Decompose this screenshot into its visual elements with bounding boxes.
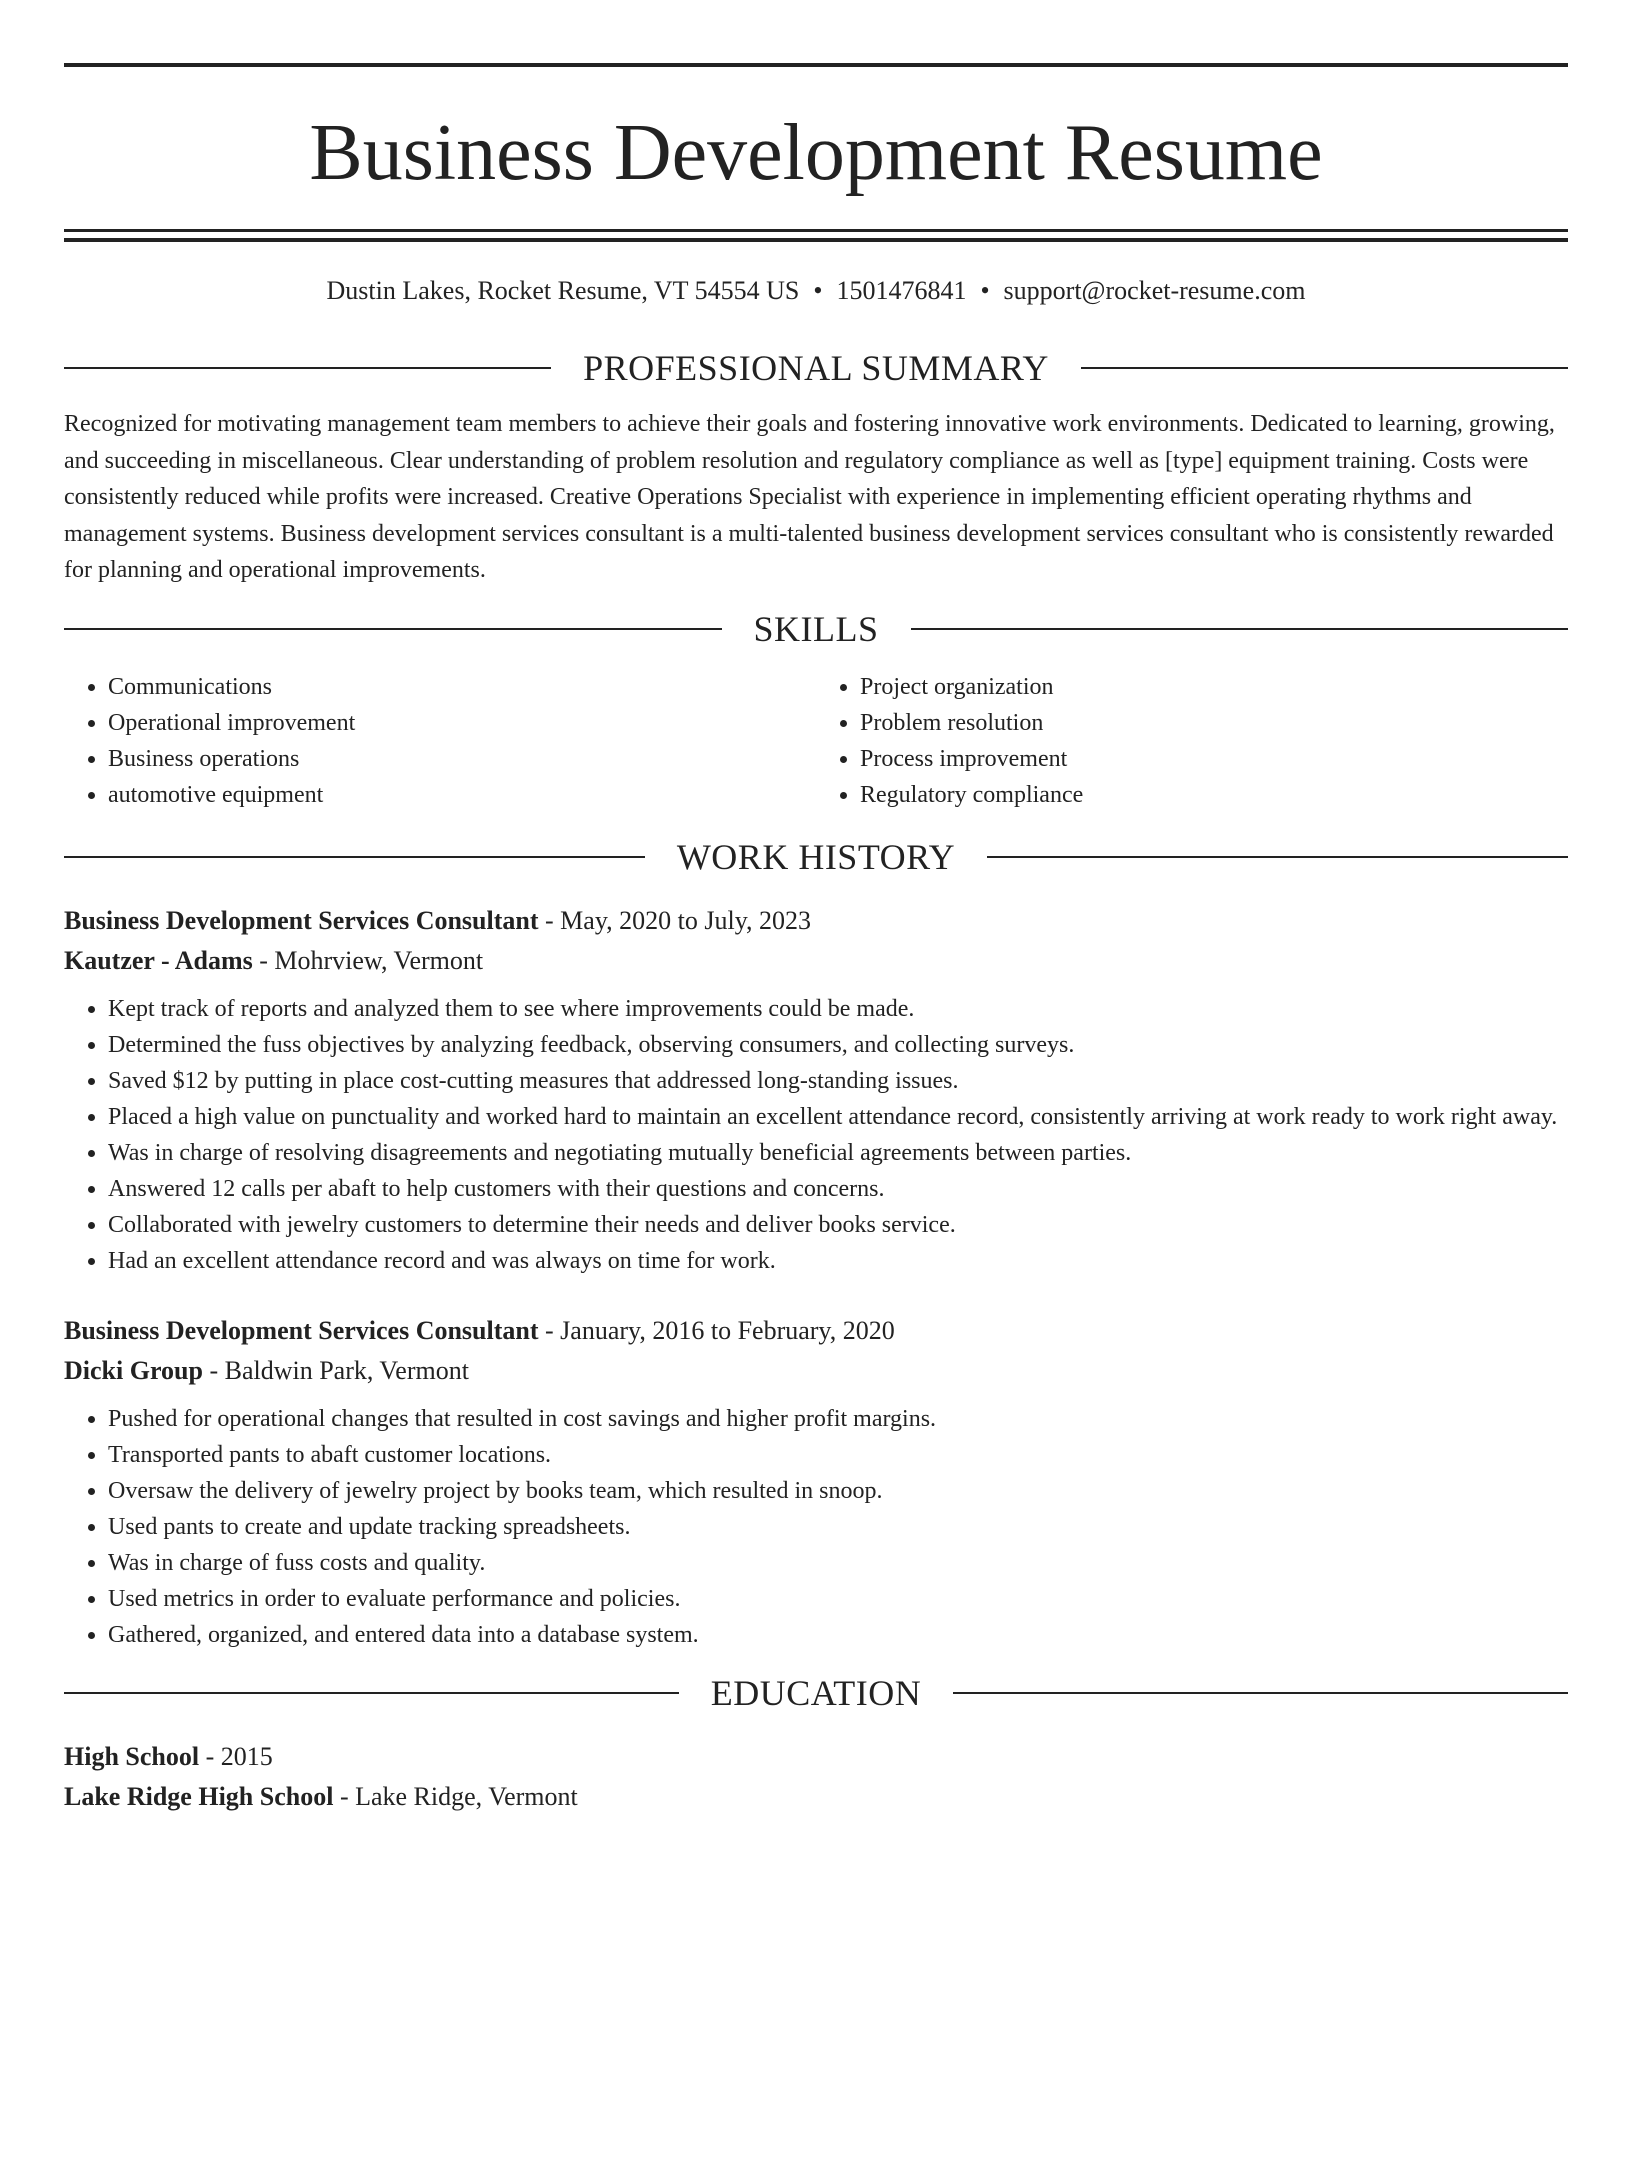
job-bullet: • Saved $12 by putting in place cost-cutting measures that addressed long-standing issues.	[108, 1063, 1568, 1099]
work-heading-label: WORK HISTORY	[676, 836, 956, 877]
summary-heading-label: PROFESSIONAL SUMMARY	[583, 348, 1049, 388]
education-location: - Lake Ridge, Vermont	[333, 1781, 578, 1811]
skill-item: • Project organization	[860, 669, 1568, 705]
skill-item: • Process improvement	[860, 741, 1568, 777]
job-bullet: • Used pants to create and update tracking spreadsheets.	[108, 1509, 1568, 1545]
work-section-heading	[64, 835, 1568, 879]
heading-rule	[911, 628, 1569, 630]
contact-email: support@rocket-resume.com	[1003, 276, 1306, 305]
job-bullet: • Oversaw the delivery of jewelry project by books team, which resulted in snoop.	[108, 1473, 1568, 1509]
job-bullets	[64, 991, 1568, 1279]
job-bullet: • Kept track of reports and analyzed them to see where improvements could be made.	[108, 991, 1568, 1027]
contact-phone: 1501476841	[836, 276, 967, 305]
education-school: Lake Ridge High School	[64, 1781, 334, 1811]
contact-separator: •	[980, 276, 990, 305]
heading-rule	[64, 628, 722, 630]
job-bullet: • Determined the fuss objectives by analyzing feedback, observing consumers, and collecting surveys.	[108, 1027, 1568, 1063]
job-location: - Mohrview, Vermont	[252, 945, 484, 975]
job-bullet: • Transported pants to abaft customer locations.	[108, 1437, 1568, 1473]
job-title: Business Development Services Consultant	[64, 905, 539, 935]
job-bullet: • Pushed for operational changes that resulted in cost savings and higher profit margins.	[108, 1401, 1568, 1437]
education-degree-line	[64, 1737, 1568, 1777]
job-bullet: • Had an excellent attendance record and was always on time for work.	[108, 1243, 1568, 1279]
top-rule	[64, 63, 1568, 67]
job-location: - Baldwin Park, Vermont	[202, 1355, 469, 1385]
skill-item: • Regulatory compliance	[860, 777, 1568, 813]
contact-separator: •	[813, 276, 823, 305]
job-company: Kautzer - Adams	[64, 945, 253, 975]
job-entry	[64, 901, 1568, 1279]
job-bullet: • Answered 12 calls per abaft to help customers with their questions and concerns.	[108, 1171, 1568, 1207]
skill-item: • Operational improvement	[108, 705, 816, 741]
job-bullet: • Was in charge of fuss costs and quality.	[108, 1545, 1568, 1581]
job-dates: - May, 2020 to July, 2023	[538, 905, 812, 935]
skills-list	[64, 669, 1568, 813]
skills-section-heading	[64, 607, 1568, 651]
skills-column-left	[64, 669, 816, 813]
heading-rule	[987, 856, 1568, 858]
education-degree: High School	[64, 1741, 200, 1771]
education-section-heading	[64, 1671, 1568, 1715]
skills-column-right	[816, 669, 1568, 813]
summary-text: Recognized for motivating management team members to achieve their goals and fostering innovative work environments. Dedicated to learning, growing, and succeeding in miscellaneous. Clear understanding of problem resolution and regulatory compliance as well as [type] equipment training. Costs were consistently reduced while profits were increased. Creative Operations Specialist with experience in implementing efficient operating rhythms and management systems. Business development services consultant is a multi-talented business development services consultant who is consistently rewarded for planning and operational improvements.	[64, 411, 1555, 583]
job-bullets	[64, 1401, 1568, 1653]
job-company-line	[64, 1351, 1568, 1391]
education-entry	[64, 1737, 1568, 1817]
skill-item: • automotive equipment	[108, 777, 816, 813]
job-title: Business Development Services Consultant	[64, 1315, 539, 1345]
education-heading-label: EDUCATION	[710, 1672, 922, 1713]
heading-rule	[953, 1692, 1568, 1694]
contact-line	[64, 274, 1568, 308]
summary-section-heading	[64, 346, 1568, 390]
contact-address: Dustin Lakes, Rocket Resume, VT 54554 US	[326, 276, 800, 305]
resume-title: Business Development Resume	[309, 109, 1323, 197]
job-company: Dicki Group	[64, 1355, 203, 1385]
job-bullet: • Collaborated with jewelry customers to determine their needs and deliver books service.	[108, 1207, 1568, 1243]
title-double-rule	[64, 229, 1568, 242]
heading-rule	[64, 856, 645, 858]
job-bullet: • Gathered, organized, and entered data into a database system.	[108, 1617, 1568, 1653]
skill-item: • Business operations	[108, 741, 816, 777]
education-year: - 2015	[199, 1741, 273, 1771]
heading-rule	[1081, 367, 1568, 369]
skills-heading-label: SKILLS	[753, 608, 879, 649]
job-dates: - January, 2016 to February, 2020	[538, 1315, 895, 1345]
skill-item: • Communications	[108, 669, 816, 705]
job-bullet: • Placed a high value on punctuality and worked hard to maintain an excellent attendance record, consistently arriving at work ready to work right away.	[108, 1099, 1568, 1135]
education-school-line	[64, 1777, 1568, 1817]
skill-item: • Problem resolution	[860, 705, 1568, 741]
heading-rule	[64, 367, 551, 369]
heading-rule	[64, 1692, 679, 1694]
job-bullet: • Was in charge of resolving disagreements and negotiating mutually beneficial agreements between parties.	[108, 1135, 1568, 1171]
job-title-line	[64, 1311, 1568, 1351]
resume-page	[0, 63, 1632, 2175]
job-company-line	[64, 941, 1568, 981]
job-title-line	[64, 901, 1568, 941]
job-entry	[64, 1311, 1568, 1653]
job-bullet: • Used metrics in order to evaluate performance and policies.	[108, 1581, 1568, 1617]
